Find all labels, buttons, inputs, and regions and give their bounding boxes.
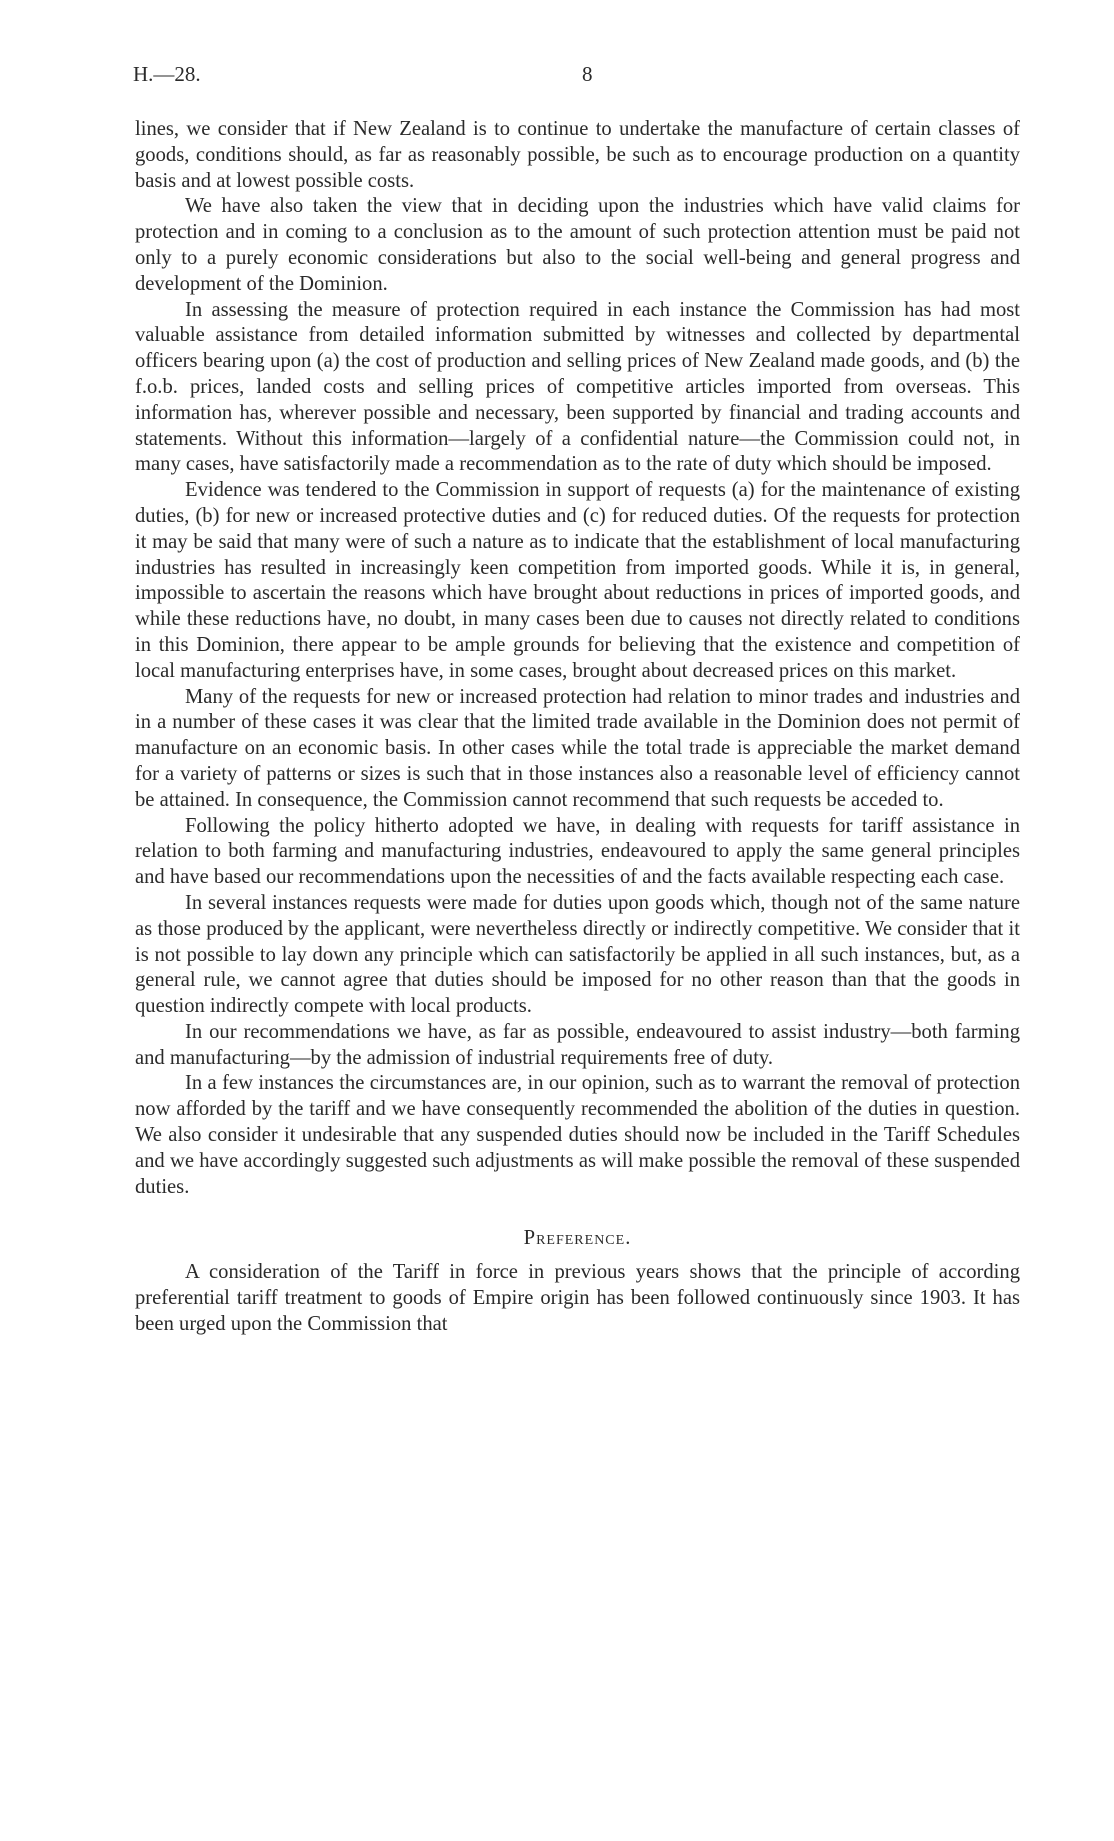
paragraph-competitive-goods: In several instances requests were made for duties upon goods which, though not of the same nature as those produced by the applicant, were nevertheless directly or indirectly competitive. We consider that it is not possible to lay down any principle which can satisfactorily be applied in all such instances, but, as a general rule, we cannot agree that duties should be imposed for no other reason than that the goods in question indirectly compete with local products.	[135, 891, 1020, 1018]
paragraph-assessing-protection: In assessing the measure of protection required in each instance the Commission has had most valuable assistance from detailed information submitted by witnesses and collected by departmental officers bearing upon (a) the cost of production and selling prices of New Zealand made goods, and (b) the f.o.b. prices, landed costs and selling prices of competitive articles imported from overseas. This information has, wherever possible and necessary, been supported by financial and trading accounts and statements. Without this information—largely of a confidential nature—the Commission could not, in many cases, have satisfactorily made a recommendation as to the rate of duty which should be imposed.	[135, 298, 1020, 476]
page-number: 8	[582, 62, 593, 86]
paragraph-minor-trades: Many of the requests for new or increased protection had relation to minor trades and industries and in a number of these cases it was clear that the limited trade available in the Dominion does not permit of manufacture on an economic basis. In other cases while the total trade is appreciable the market demand for a variety of patterns or sizes is such that in those instances also a reasonable level of efficiency cannot be attained. In consequence, the Commission cannot recommend that such requests be acceded to.	[135, 685, 1020, 811]
paragraph-policy: Following the policy hitherto adopted we have, in dealing with requests for tariff assistance in relation to both farming and manufacturing industries, endeavoured to apply the same general principles and have based our recommendations upon the necessities of and the facts available respecting each case.	[135, 814, 1020, 889]
paragraph-preference: A consideration of the Tariff in force in previous years shows that the principle of according preferential tariff treatment to goods of Empire origin has been followed continuously since 1903. It has been urged upon the Commission that	[135, 1261, 1020, 1335]
page-header	[133, 62, 1033, 92]
paragraph-suspended-duties: In a few instances the circumstances are, in our opinion, such as to warrant the removal of protection now afforded by the tariff and we have consequently recommended the abolition of the duties in question. We also consider it undesirable that any suspended duties should now be included in the Tariff Schedules and we have accordingly suggested such adjustments as will make possible the removal of these suspended duties.	[135, 1072, 1020, 1198]
paragraph-industrial-requirements: In our recommendations we have, as far as possible, endeavoured to assist industry—both farming and manufacturing—by the admission of industrial requirements free of duty.	[135, 1020, 1020, 1069]
paragraph-continued: lines, we consider that if New Zealand is to continue to undertake the manufacture of certain classes of goods, conditions should, as far as reasonably possible, be such as to encourage production on a quantity basis and at lowest possible costs.	[135, 118, 1020, 192]
section-heading-preference: Preference.	[523, 1227, 632, 1250]
paragraph-evidence-requests: Evidence was tendered to the Commission in support of requests (a) for the maintenance of existing duties, (b) for new or increased protective duties and (c) for reduced duties. Of the requests for protection it may be said that many were of such a nature as to indicate that the establishment of local manufacturing industries has resulted in increasingly keen competition from imported goods. While it is, in general, impossible to ascertain the reasons which have brought about reductions in prices of imported goods, and while these reductions have, no doubt, in many cases been due to causes not directly related to conditions in this Dominion, there appear to be ample grounds for believing that the existence and competition of local manufacturing enterprises have, in some cases, brought about decreased prices on this market.	[135, 479, 1020, 682]
document-reference: H.—28.	[133, 62, 201, 86]
paragraph-social-wellbeing: We have also taken the view that in deciding upon the industries which have valid claims for protection and in coming to a conclusion as to the amount of such protection attention must be paid not only to a purely economic considerations but also to the social well-being and general progress and development of the Dominion.	[135, 195, 1020, 295]
body-text	[135, 117, 1020, 1338]
